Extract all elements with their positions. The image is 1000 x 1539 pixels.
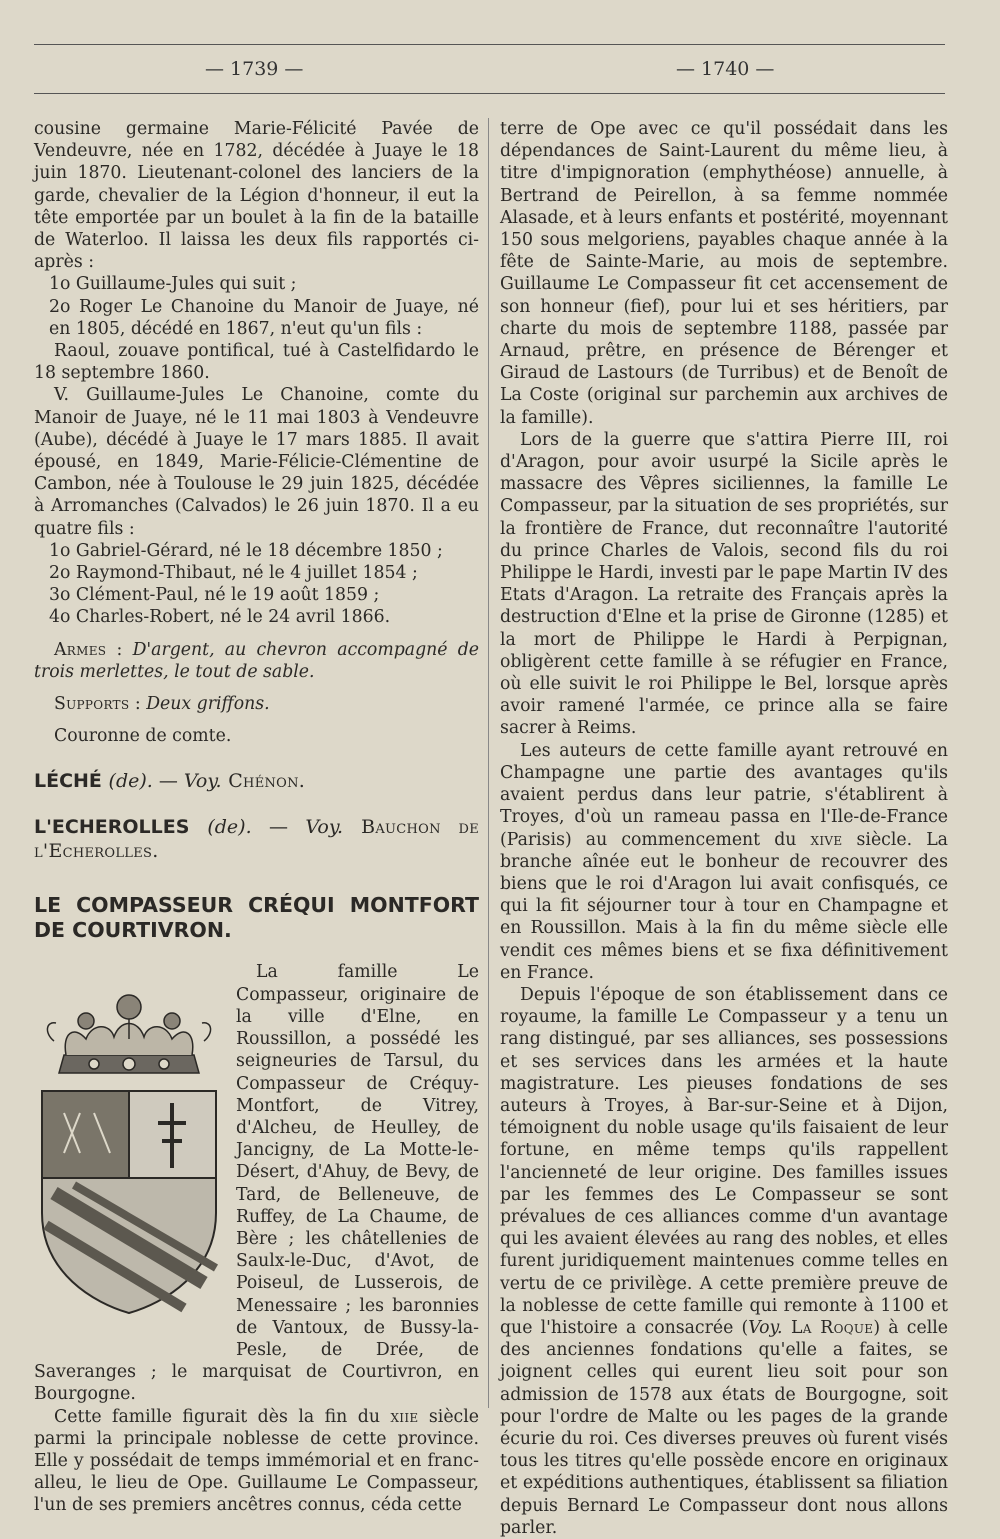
paragraph-figurait-start: Cette famille figurait dès la fin du [54, 1406, 391, 1427]
right-column [500, 118, 948, 1539]
armes-separator: : [106, 639, 133, 660]
entry-echerolles-ref: Bauchon de l'Echerolles. [34, 816, 479, 863]
list-item-child4: 4o Charles-Robert, né le 24 avril 1866. [49, 607, 391, 628]
paragraph-champagne-start: Les auteurs de cette famille ayant retrouvé en Champagne une partie des avantages qu'ils avaient perdus dans leur patrie, s'établirent à Troyes, d'où un rameau passa en l'Ile-de-France (Parisis) au commencement du [500, 740, 948, 850]
armes-line [34, 639, 479, 683]
paragraph-famille: La famille Le Compasseur, originaire de la ville d'Elne, en Roussillon, a possédé les seigneuries de Tarsul, du Compasseur de Créquy-Montfort, de Vitrey, d'Alcheu, de Heulley, de Jancigny, de La Motte-le-Désert, d'Ahuy, de Bevy, de Tard, de Belleneuve, de Ruffey, de La Chaume, de Bère ; les châtellenies de Saulx-le-Duc, d'Avot, de Poiseul, de Lusserois, de Menessaire ; les baronnies de Vantoux, de Bussy-la-Pesle, de Drée, de Saveranges ; le marquisat de Courtivron, en Bourgogne. [34, 962, 479, 1405]
supports-separator: : [129, 694, 147, 715]
page-number-right: — 1740 — [676, 58, 775, 80]
entry-echerolles-name: L'ECHEROLLES [34, 816, 190, 839]
column-divider [488, 118, 489, 1408]
paragraph-terre-de-ope: terre de Ope avec ce qu'il possédait dans les dépendances de Saint-Laurent du même lieu, à titre d'impignoration (emphythéose) annuelle, à Bertrand de Peirellon, à sa femme nommée Alasade, et à leurs enfants et postérité, moyennant 150 sous melgoriens, payables chaque année à la fête de Sainte-Marie, au mois de septembre. Guillaume Le Compasseur fit cet accensement de son honneur (fief), pour lui et ses héritiers, par charte du mois de septembre 1188, passée par Arnaud, prêtre, en présence de Bérenger et Giraud de Lastours (de Turribus) et de Benoît de La Coste (original sur parchemin aux archives de la famille). [500, 119, 948, 428]
list-item-son2: 2o Roger Le Chanoine du Manoir de Juaye, né en 1805, décédé en 1867, n'eut qu'un fils : [49, 296, 479, 339]
la-roque-reference: La Roque [782, 1317, 874, 1338]
century-xii: xiie [390, 1406, 419, 1427]
paragraph-champagne [500, 740, 948, 984]
century-xiv: xive [810, 829, 843, 850]
left-column [34, 118, 479, 1517]
armes-blazon: D'argent, au chevron accompagné de trois merlettes, le tout de sable. [34, 639, 479, 682]
voy-reference: Voy. [748, 1317, 783, 1338]
entry-echerolles-dash: — [251, 816, 306, 839]
entry-leche-dash: — [152, 770, 184, 793]
supports-label: Supports [54, 694, 130, 715]
list-item-child2: 2o Raymond-Thibaut, né le 4 juillet 1854 ; [49, 563, 418, 584]
entry-leche [34, 769, 479, 793]
entry-leche-ref: Chénon. [228, 770, 306, 793]
supports-text: Deux griffons. [146, 694, 270, 715]
armes-label: Armes [54, 639, 107, 660]
coat-of-arms-figure [34, 963, 224, 1343]
entry-leche-voy: Voy. [183, 770, 222, 793]
entry-leche-particle: (de). [108, 770, 153, 793]
shield-icon [42, 1091, 216, 1313]
couronne-line: Couronne de comte. [54, 726, 232, 747]
crown-icon [47, 995, 210, 1073]
paragraph-etablissement [500, 984, 948, 1539]
header-rule-bottom [34, 93, 945, 94]
paragraph-champagne-end: siècle. La branche aînée eut le bonheur de recouvrer des biens que le roi d'Aragon lui avait confisqués, ce qui la fit séjourner tour à tour en Champagne et en Roussillon. Mais à la fin du même siècle elle vendit ces mêmes biens et se fixa définitivement en France. [500, 829, 948, 983]
paragraph-waterloo: cousine germaine Marie-Félicité Pavée de Vendeuvre, née en 1782, décédée à Juaye le 18 juin 1870. Lieutenant-colonel des lanciers de la garde, chevalier de la Légion d'honneur, il eut la tête emportée par un boulet à la fin de la bataille de Waterloo. Il laissa les deux fils rapportés ci-après : [34, 119, 479, 273]
section-title: LE COMPASSEUR CRÉQUI MONTFORT DE COURTIVRON. [34, 893, 479, 943]
paragraph-raoul: Raoul, zouave pontifical, tué à Castelfidardo le 18 septembre 1860. [34, 341, 479, 384]
list-item-child1: 1o Gabriel-Gérard, né le 18 décembre 1850 ; [49, 540, 443, 561]
paragraph-etablissement-end: ) à celle des anciennes fondations qu'elle a faites, se joignent celles qui eurent lieu soit pour son admission de 1578 aux états de Bourgogne, soit pour l'ordre de Malte ou les pages de la grande écurie du roi. Ces diverses preuves où furent visés tous les titres qu'elle possède encore en originaux et expéditions authentiques, établissent sa filiation depuis Bernard Le Compasseur dont nous allons parler. [500, 1317, 948, 1538]
list-item-child3: 3o Clément-Paul, né le 19 août 1859 ; [49, 585, 380, 606]
entry-echerolles-particle: (de). [207, 816, 252, 839]
paragraph-figurait [34, 1406, 479, 1517]
paragraph-figurait-end: siècle parmi la principale noblesse de cette province. Elle y possédait de temps immémorial et en franc-alleu, le lieu de Ope. Guillaume Le Compasseur, l'un de ses premiers ancêtres connus, céda cette [34, 1406, 479, 1516]
paragraph-guillaume-jules: V. Guillaume-Jules Le Chanoine, comte du Manoir de Juaye, né le 11 mai 1803 à Vendeuvre (Aube), décédé à Juaye le 17 mars 1885. Il avait épousé, en 1849, Marie-Félicie-Clémentine de Cambon, née à Toulouse le 29 juin 1825, décédée à Arromanches (Calvados) le 26 juin 1870. Il a eu quatre fils : [34, 385, 479, 539]
page-number-left: — 1739 — [205, 58, 304, 80]
entry-leche-name: LÉCHÉ [34, 770, 102, 793]
supports-line [34, 693, 479, 715]
entry-echerolles [34, 815, 479, 863]
header-rule-top [34, 44, 945, 45]
list-item-son1: 1o Guillaume-Jules qui suit ; [49, 274, 297, 295]
entry-echerolles-voy: Voy. [305, 816, 344, 839]
paragraph-guerre-aragon: Lors de la guerre que s'attira Pierre III, roi d'Aragon, pour avoir usurpé la Sicile après le massacre des Vêpres siciliennes, la famille Le Compasseur, par la situation de ses propriétés, sur la frontière de France, dut reconnaître l'autorité du prince Charles de Valois, second fils du roi Philippe le Hardi, investi par le pape Martin IV des Etats d'Aragon. La retraite des Français après la destruction d'Elne et la prise de Gironne (1285) et la mort de Philippe le Hardi à Perpignan, obligèrent cette famille à se réfugier en France, où elle suivit le roi Philippe le Bel, lorsque après avoir ramené l'armée, ce prince alla se faire sacrer à Reims. [500, 429, 948, 739]
paragraph-etablissement-start: Depuis l'époque de son établissement dans ce royaume, la famille Le Compasseur y a tenu un rang distingué, par ses alliances, ses possessions et ses services dans les armées et la haute magistrature. Les pieuses fondations de ses auteurs à Troyes, à Bar-sur-Seine et à Dijon, témoignent du noble usage qu'ils faisaient de leur fortune, en même temps qu'ils rappellent l'ancienneté de leur origine. Des familles issues par les femmes des Le Compasseur se sont prévalues de ces alliances comme d'un avantage qui les avaient élevées au rang des nobles, et elles furent juridiquement maintenues comme telles en vertu de ce privilège. A cette première preuve de la noblesse de cette famille qui remonte à 1100 et que l'histoire a consacrée ( [500, 984, 948, 1338]
